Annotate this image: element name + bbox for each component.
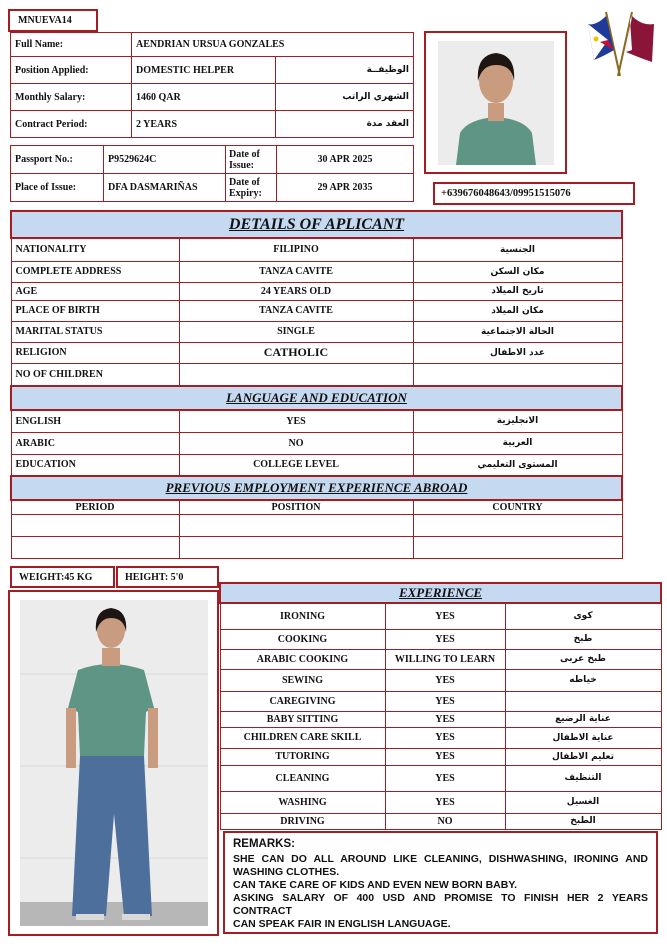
salary-value: 1460 QAR — [132, 84, 276, 111]
position-ar: الوظيفــة — [276, 57, 414, 84]
employment-col-country: COUNTRY — [413, 500, 622, 514]
language-ar: الانجليزية — [413, 410, 622, 432]
details-table — [10, 210, 623, 559]
remarks-title: REMARKS: — [233, 838, 295, 850]
detail-label: COMPLETE ADDRESS — [11, 261, 179, 282]
height: HEIGHT: 5'0 — [116, 566, 219, 588]
skill-name: SEWING — [220, 669, 385, 691]
skill-value: NO — [385, 813, 505, 829]
personal-info-table — [10, 32, 414, 138]
skill-value: YES — [385, 629, 505, 649]
employment-col-period: PERIOD — [11, 500, 179, 514]
skill-ar: كوى — [505, 603, 661, 629]
employment-cell — [11, 514, 179, 536]
language-value: COLLEGE LEVEL — [179, 454, 413, 476]
employment-cell — [179, 514, 413, 536]
language-ar: العربية — [413, 432, 622, 454]
skill-name: CLEANING — [220, 765, 385, 791]
language-label: ENGLISH — [11, 410, 179, 432]
language-ar: المستوى التعليمي — [413, 454, 622, 476]
detail-value: 24 YEARS OLD — [179, 282, 413, 300]
employment-title: PREVIOUS EMPLOYMENT EXPERIENCE ABROAD — [11, 476, 622, 500]
full-name-label: Full Name: — [11, 33, 132, 57]
weight: WEIGHT:45 KG — [10, 566, 115, 588]
skill-name: BABY SITTING — [220, 711, 385, 727]
language-label: EDUCATION — [11, 454, 179, 476]
remarks-line: CAN TAKE CARE OF KIDS AND EVEN NEW BORN BABY. — [233, 879, 518, 891]
remarks-line: ASKING SALARY OF 400 USD AND PROMISE TO FINISH HER 2 YEARS CONTRACT — [233, 892, 648, 917]
reference-code: MNUEVA14 — [8, 9, 98, 32]
contract-label: Contract Period: — [11, 111, 132, 138]
language-value: YES — [179, 410, 413, 432]
detail-ar: الجنسية — [413, 238, 622, 261]
detail-ar: عدد الاطفال — [413, 342, 622, 363]
expiry-date-label: Date of Expiry: — [226, 174, 277, 202]
skill-name: CHILDREN CARE SKILL — [220, 727, 385, 748]
language-label: ARABIC — [11, 432, 179, 454]
remarks-box — [223, 831, 658, 934]
skill-ar: طبخ — [505, 629, 661, 649]
detail-value: TANZA CAVITE — [179, 261, 413, 282]
employment-col-position: POSITION — [179, 500, 413, 514]
flags-logo — [584, 6, 656, 78]
employment-cell — [413, 514, 622, 536]
detail-ar: الحالة الاجتماعية — [413, 321, 622, 342]
skill-name: ARABIC COOKING — [220, 649, 385, 669]
contract-ar: العقد مدة — [276, 111, 414, 138]
skill-value: YES — [385, 727, 505, 748]
detail-label: PLACE OF BIRTH — [11, 300, 179, 321]
detail-value: FILIPINO — [179, 238, 413, 261]
skill-ar — [505, 691, 661, 711]
expiry-date-value: 29 APR 2035 — [277, 174, 414, 202]
employment-cell — [413, 536, 622, 558]
detail-value: SINGLE — [179, 321, 413, 342]
employment-cell — [179, 536, 413, 558]
passport-table — [10, 145, 414, 202]
phone-number: +639676048643/09951515076 — [433, 182, 635, 205]
language-title: LANGUAGE AND EDUCATION — [11, 386, 622, 410]
full-body-photo — [20, 600, 208, 926]
skill-ar: عناية الرضيع — [505, 711, 661, 727]
full-name-value: AENDRIAN URSUA GONZALES — [132, 33, 414, 57]
skill-ar: الغسيل — [505, 791, 661, 813]
contract-value: 2 YEARS — [132, 111, 276, 138]
experience-title: EXPERIENCE — [220, 583, 661, 603]
skill-name: IRONING — [220, 603, 385, 629]
skill-value: YES — [385, 603, 505, 629]
skill-ar: الطبخ — [505, 813, 661, 829]
skill-value: YES — [385, 791, 505, 813]
remarks-line: CAN SPEAK FAIR IN ENGLISH LANGUAGE. — [233, 918, 451, 930]
detail-label: NO OF CHILDREN — [11, 363, 179, 386]
detail-label: AGE — [11, 282, 179, 300]
skill-name: WASHING — [220, 791, 385, 813]
full-body-frame — [8, 590, 219, 936]
skill-ar: طبخ عربى — [505, 649, 661, 669]
position-label: Position Applied: — [11, 57, 132, 84]
passport-no-value: P9529624C — [104, 146, 226, 174]
detail-label: NATIONALITY — [11, 238, 179, 261]
detail-label: MARITAL STATUS — [11, 321, 179, 342]
passport-no-label: Passport No.: — [11, 146, 104, 174]
detail-value: CATHOLIC — [179, 342, 413, 363]
skill-ar: عناية الاطفال — [505, 727, 661, 748]
skill-name: COOKING — [220, 629, 385, 649]
detail-ar: تاريخ الميلاد — [413, 282, 622, 300]
skill-value: YES — [385, 765, 505, 791]
headshot-photo — [438, 41, 554, 165]
detail-ar — [413, 363, 622, 386]
experience-table — [219, 582, 662, 830]
issue-date-value: 30 APR 2025 — [277, 146, 414, 174]
employment-cell — [11, 536, 179, 558]
remarks-line: SHE CAN DO ALL AROUND LIKE CLEANING, DISHWASHING, IRONING AND WASHING CLOTHES. — [233, 853, 648, 878]
detail-value: TANZA CAVITE — [179, 300, 413, 321]
position-value: DOMESTIC HELPER — [132, 57, 276, 84]
skill-value: WILLING TO LEARN — [385, 649, 505, 669]
skill-name: TUTORING — [220, 748, 385, 765]
detail-label: RELIGION — [11, 342, 179, 363]
place-of-issue-value: DFA DASMARIÑAS — [104, 174, 226, 202]
skill-value: YES — [385, 691, 505, 711]
skill-value: YES — [385, 748, 505, 765]
skill-ar: التنظيف — [505, 765, 661, 791]
detail-value — [179, 363, 413, 386]
salary-label: Monthly Salary: — [11, 84, 132, 111]
skill-value: YES — [385, 669, 505, 691]
salary-ar: الشهري الراتب — [276, 84, 414, 111]
language-value: NO — [179, 432, 413, 454]
skill-ar: خياطه — [505, 669, 661, 691]
headshot-frame — [424, 31, 567, 174]
place-of-issue-label: Place of Issue: — [11, 174, 104, 202]
issue-date-label: Date of Issue: — [226, 146, 277, 174]
skill-name: CAREGIVING — [220, 691, 385, 711]
detail-ar: مكان السكن — [413, 261, 622, 282]
skill-name: DRIVING — [220, 813, 385, 829]
detail-ar: مكان الميلاد — [413, 300, 622, 321]
skill-ar: تعليم الاطفال — [505, 748, 661, 765]
skill-value: YES — [385, 711, 505, 727]
details-title: DETAILS OF APLICANT — [11, 211, 622, 238]
